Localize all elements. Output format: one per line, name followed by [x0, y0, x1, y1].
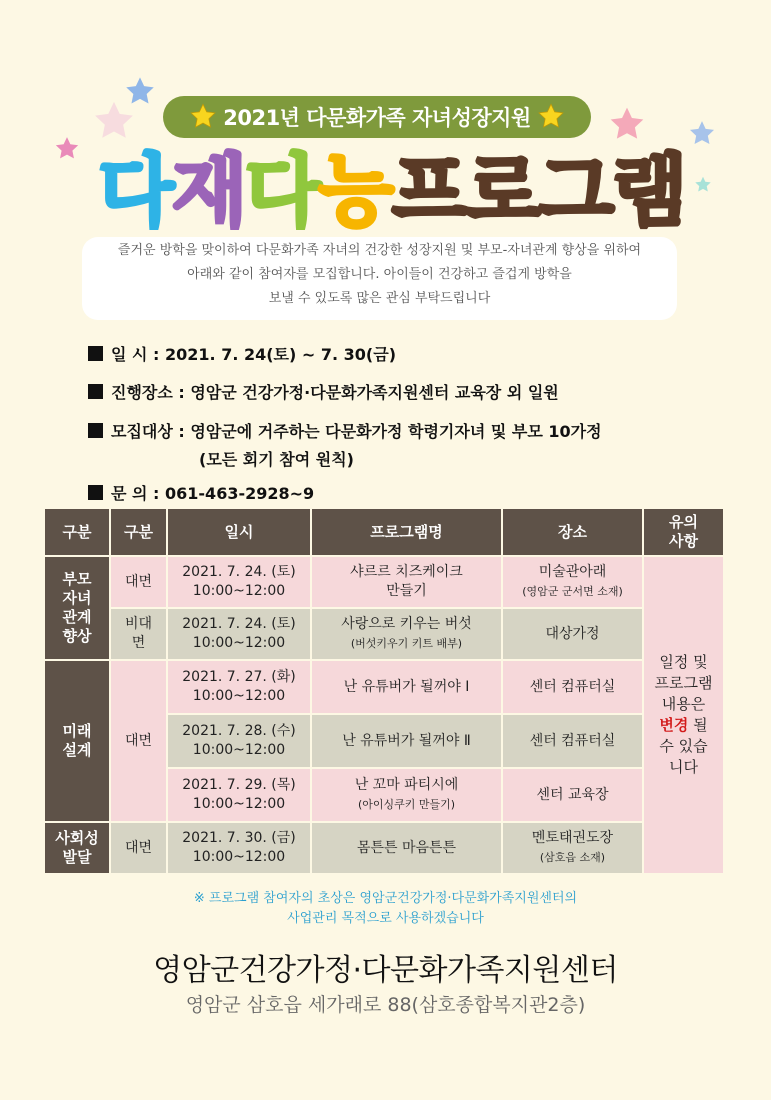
- date-cell: 2021. 7. 30. (금) 10:00~12:00: [167, 822, 311, 874]
- title-part: 능: [318, 147, 393, 237]
- category-cell: 미래 설계: [44, 660, 110, 822]
- table-row: [44, 660, 724, 714]
- place-cell: 센터 컴퓨터실: [502, 660, 643, 714]
- header-cell: 구분: [44, 508, 110, 556]
- info-date: 일 시 : 2021. 7. 24(토) ~ 7. 30(금): [88, 342, 396, 365]
- place-cell: 대상가정: [502, 608, 643, 660]
- date-cell: 2021. 7. 24. (토) 10:00~12:00: [167, 556, 311, 608]
- privacy-note: ※ 프로그램 참여자의 초상은 영암군건강가정·다문화가족지원센터의 사업관리 목적으로 사용하겠습니다: [193, 891, 578, 926]
- info-place: 진행장소 : 영암군 건강가정·다문화가족지원센터 교육장 외 일원: [88, 380, 559, 403]
- center-name: 영암군건강가정·다문화가족지원센터: [153, 953, 618, 988]
- program-cell: 샤르르 치즈케이크 만들기: [311, 556, 502, 608]
- place-cell: 미술관아래 (영암군 군서면 소재): [502, 556, 643, 608]
- table-row: [44, 556, 724, 608]
- title-part: 프로그램: [392, 147, 686, 237]
- header-cell: 구분: [110, 508, 167, 556]
- date-cell: 2021. 7. 28. (수) 10:00~12:00: [167, 714, 311, 768]
- info-target-note: (모든 회기 참여 원칙): [199, 450, 354, 469]
- table-row: [44, 822, 724, 874]
- type-cell: 비대 면: [110, 608, 167, 660]
- date-cell: 2021. 7. 27. (화) 10:00~12:00: [167, 660, 311, 714]
- type-cell: 대면: [110, 660, 167, 822]
- intro-box: [82, 237, 677, 320]
- banner-text: 2021년 다문화가족 자녀성장지원: [223, 106, 531, 130]
- schedule-table: [43, 507, 725, 875]
- info-contact: 문 의 : 061-463-2928~9: [88, 481, 314, 504]
- program-cell: 난 유튜버가 될꺼야 Ⅰ: [311, 660, 502, 714]
- program-cell: 사랑으로 키우는 버섯 (버섯키우기 키트 배부): [311, 608, 502, 660]
- header-cell: 장소: [502, 508, 643, 556]
- intro-line: 아래와 같이 참여자를 모집합니다. 아이들이 건강하고 즐겁게 방학을: [187, 267, 572, 282]
- category-cell: 부모 자녀 관계 향상: [44, 556, 110, 660]
- header-cell: 프로그램명: [311, 508, 502, 556]
- place-cell: 센터 컴퓨터실: [502, 714, 643, 768]
- title-part: 다: [98, 147, 172, 237]
- date-cell: 2021. 7. 24. (토) 10:00~12:00: [167, 608, 311, 660]
- program-cell: 난 유튜버가 될꺼야 Ⅱ: [311, 714, 502, 768]
- date-cell: 2021. 7. 29. (목) 10:00~12:00: [167, 768, 311, 822]
- table-header-row: [44, 508, 724, 556]
- place-cell: 센터 교육장: [502, 768, 643, 822]
- center-address: 영암군 삼호읍 세가래로 88(삼호종합복지관2층): [185, 994, 586, 1016]
- star-icon: [189, 103, 217, 131]
- page-title: [72, 140, 712, 237]
- type-cell: 대면: [110, 822, 167, 874]
- info-target: 모집대상 : 영암군에 거주하는 다문화가정 학령기자녀 및 부모 10가정: [88, 419, 602, 442]
- intro-line: 즐거운 방학을 맞이하여 다문화가족 자녀의 건강한 성장지원 및 부모-자녀관계 향상을 위하여: [117, 243, 642, 258]
- header-cell: 유의 사항: [643, 508, 724, 556]
- category-cell: 사회성 발달: [44, 822, 110, 874]
- type-cell: 대면: [110, 556, 167, 608]
- title-part: 다: [245, 147, 319, 237]
- star-icon: [537, 103, 565, 131]
- header-cell: 일시: [167, 508, 311, 556]
- program-cell: 난 꼬마 파티시에 (아이싱쿠키 만들기): [311, 768, 502, 822]
- place-cell: 멘토태권도장 (삼호읍 소재): [502, 822, 643, 874]
- table-row: [44, 608, 724, 660]
- program-cell: 몸튼튼 마음튼튼: [311, 822, 502, 874]
- notice-cell: 일정 및 프로그램 내용은 변경 될 수 있습 니다: [643, 556, 724, 874]
- intro-line: 보낼 수 있도록 많은 관심 부탁드립니다: [268, 291, 491, 306]
- title-part: 재: [171, 147, 246, 237]
